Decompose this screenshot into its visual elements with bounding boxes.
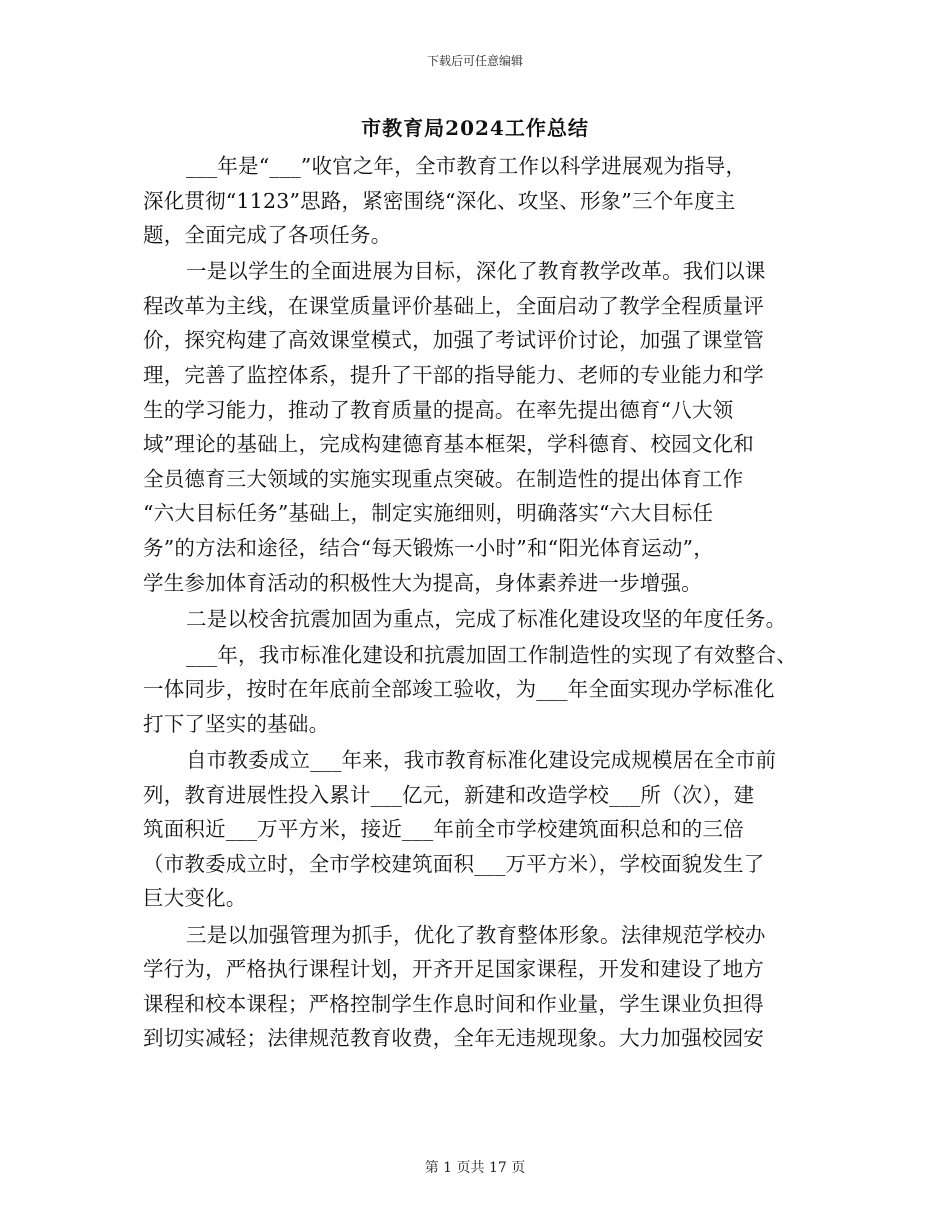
text-line: 三是以加强管理为抓手，优化了教育整体形象。法律规范学校办 [186, 922, 766, 947]
text-line: 二是以校舍抗震加固为重点，完成了标准化建设攻坚的年度任务。 [186, 606, 787, 631]
text-line: 巨大变化。 [143, 886, 247, 911]
text-line: 一体同步，按时在年底前全部竣工验收，为___年全面实现办学标准化 [143, 677, 775, 702]
text-line: “六大目标任务”基础上，制定实施细则，明确落实“六大目标任 [143, 501, 714, 526]
text-line: 域”理论的基础上，完成构建德育基本框架，学科德育、校园文化和 [143, 432, 754, 457]
paragraph-6 [143, 918, 827, 1056]
text-line: 程改革为主线，在课堂质量评价基础上，全面启动了教学全程质量评 [143, 293, 764, 318]
header-note: 下载后可任意编辑 [426, 54, 523, 68]
text-line: 全员德育三大领域的实施实现重点突破。在制造性的提出体育工作 [143, 466, 744, 491]
text-line: 价，探究构建了高效课堂模式，加强了考试评价讨论，加强了课堂管 [143, 328, 764, 353]
paragraph-3 [143, 602, 827, 637]
paragraph-2 [143, 254, 827, 600]
text-line: 筑面积近___万平方米，接近___年前全市学校建筑面积总和的三倍 [143, 817, 744, 842]
document-title: 市教育局2024工作总结 [361, 116, 589, 140]
paragraph-1 [143, 149, 827, 253]
text-line: 到切实减轻；法律规范教育收费，全年无违规现象。大力加强校园安 [143, 1026, 764, 1051]
document-body [143, 149, 827, 1057]
text-line: 务”的方法和途径，结合“每天锻炼一小时”和“阳光体育运动”， [143, 536, 714, 561]
text-line: 一是以学生的全面进展为目标，深化了教育教学改革。我们以课 [186, 259, 766, 284]
text-line: 理，完善了监控体系，提升了干部的指导能力、老师的专业能力和学 [143, 363, 764, 388]
text-line: 题，全面完成了各项任务。 [143, 223, 392, 248]
paragraph-4 [143, 638, 827, 742]
text-line: 学生参加体育活动的积极性大为提高，身体素养进一步增强。 [143, 570, 702, 595]
page-number-label: 第 1 页共 17 页 [424, 1160, 526, 1176]
text-line: ___年是“___”收官之年，全市教育工作以科学进展观为指导， [186, 154, 747, 178]
text-line: 课程和校本课程；严格控制学生作息时间和作业量，学生课业负担得 [143, 991, 764, 1016]
text-line: 生的学习能力，推动了教育质量的提高。在率先提出德育“八大领 [143, 397, 734, 422]
page-footer [0, 1157, 950, 1177]
text-line: 列，教育进展性投入累计___亿元，新建和改造学校___所（次），建 [143, 782, 755, 807]
text-line: 学行为，严格执行课程计划，开齐开足国家课程，开发和建设了地方 [143, 957, 764, 982]
text-line: 自市教委成立___年来，我市教育标准化建设完成规模居在全市前 [186, 748, 777, 773]
paragraph-5 [143, 743, 827, 916]
text-line: （市教委成立时，全市学校建筑面积___万平方米），学校面貌发生了 [143, 851, 765, 876]
text-line: ___年，我市标准化建设和抗震加固工作制造性的实现了有效整合、 [186, 642, 797, 667]
text-line: 打下了坚实的基础。 [143, 712, 330, 736]
text-line: 深化贯彻“1123”思路，紧密围绕“深化、攻坚、形象”三个年度主 [143, 188, 736, 213]
